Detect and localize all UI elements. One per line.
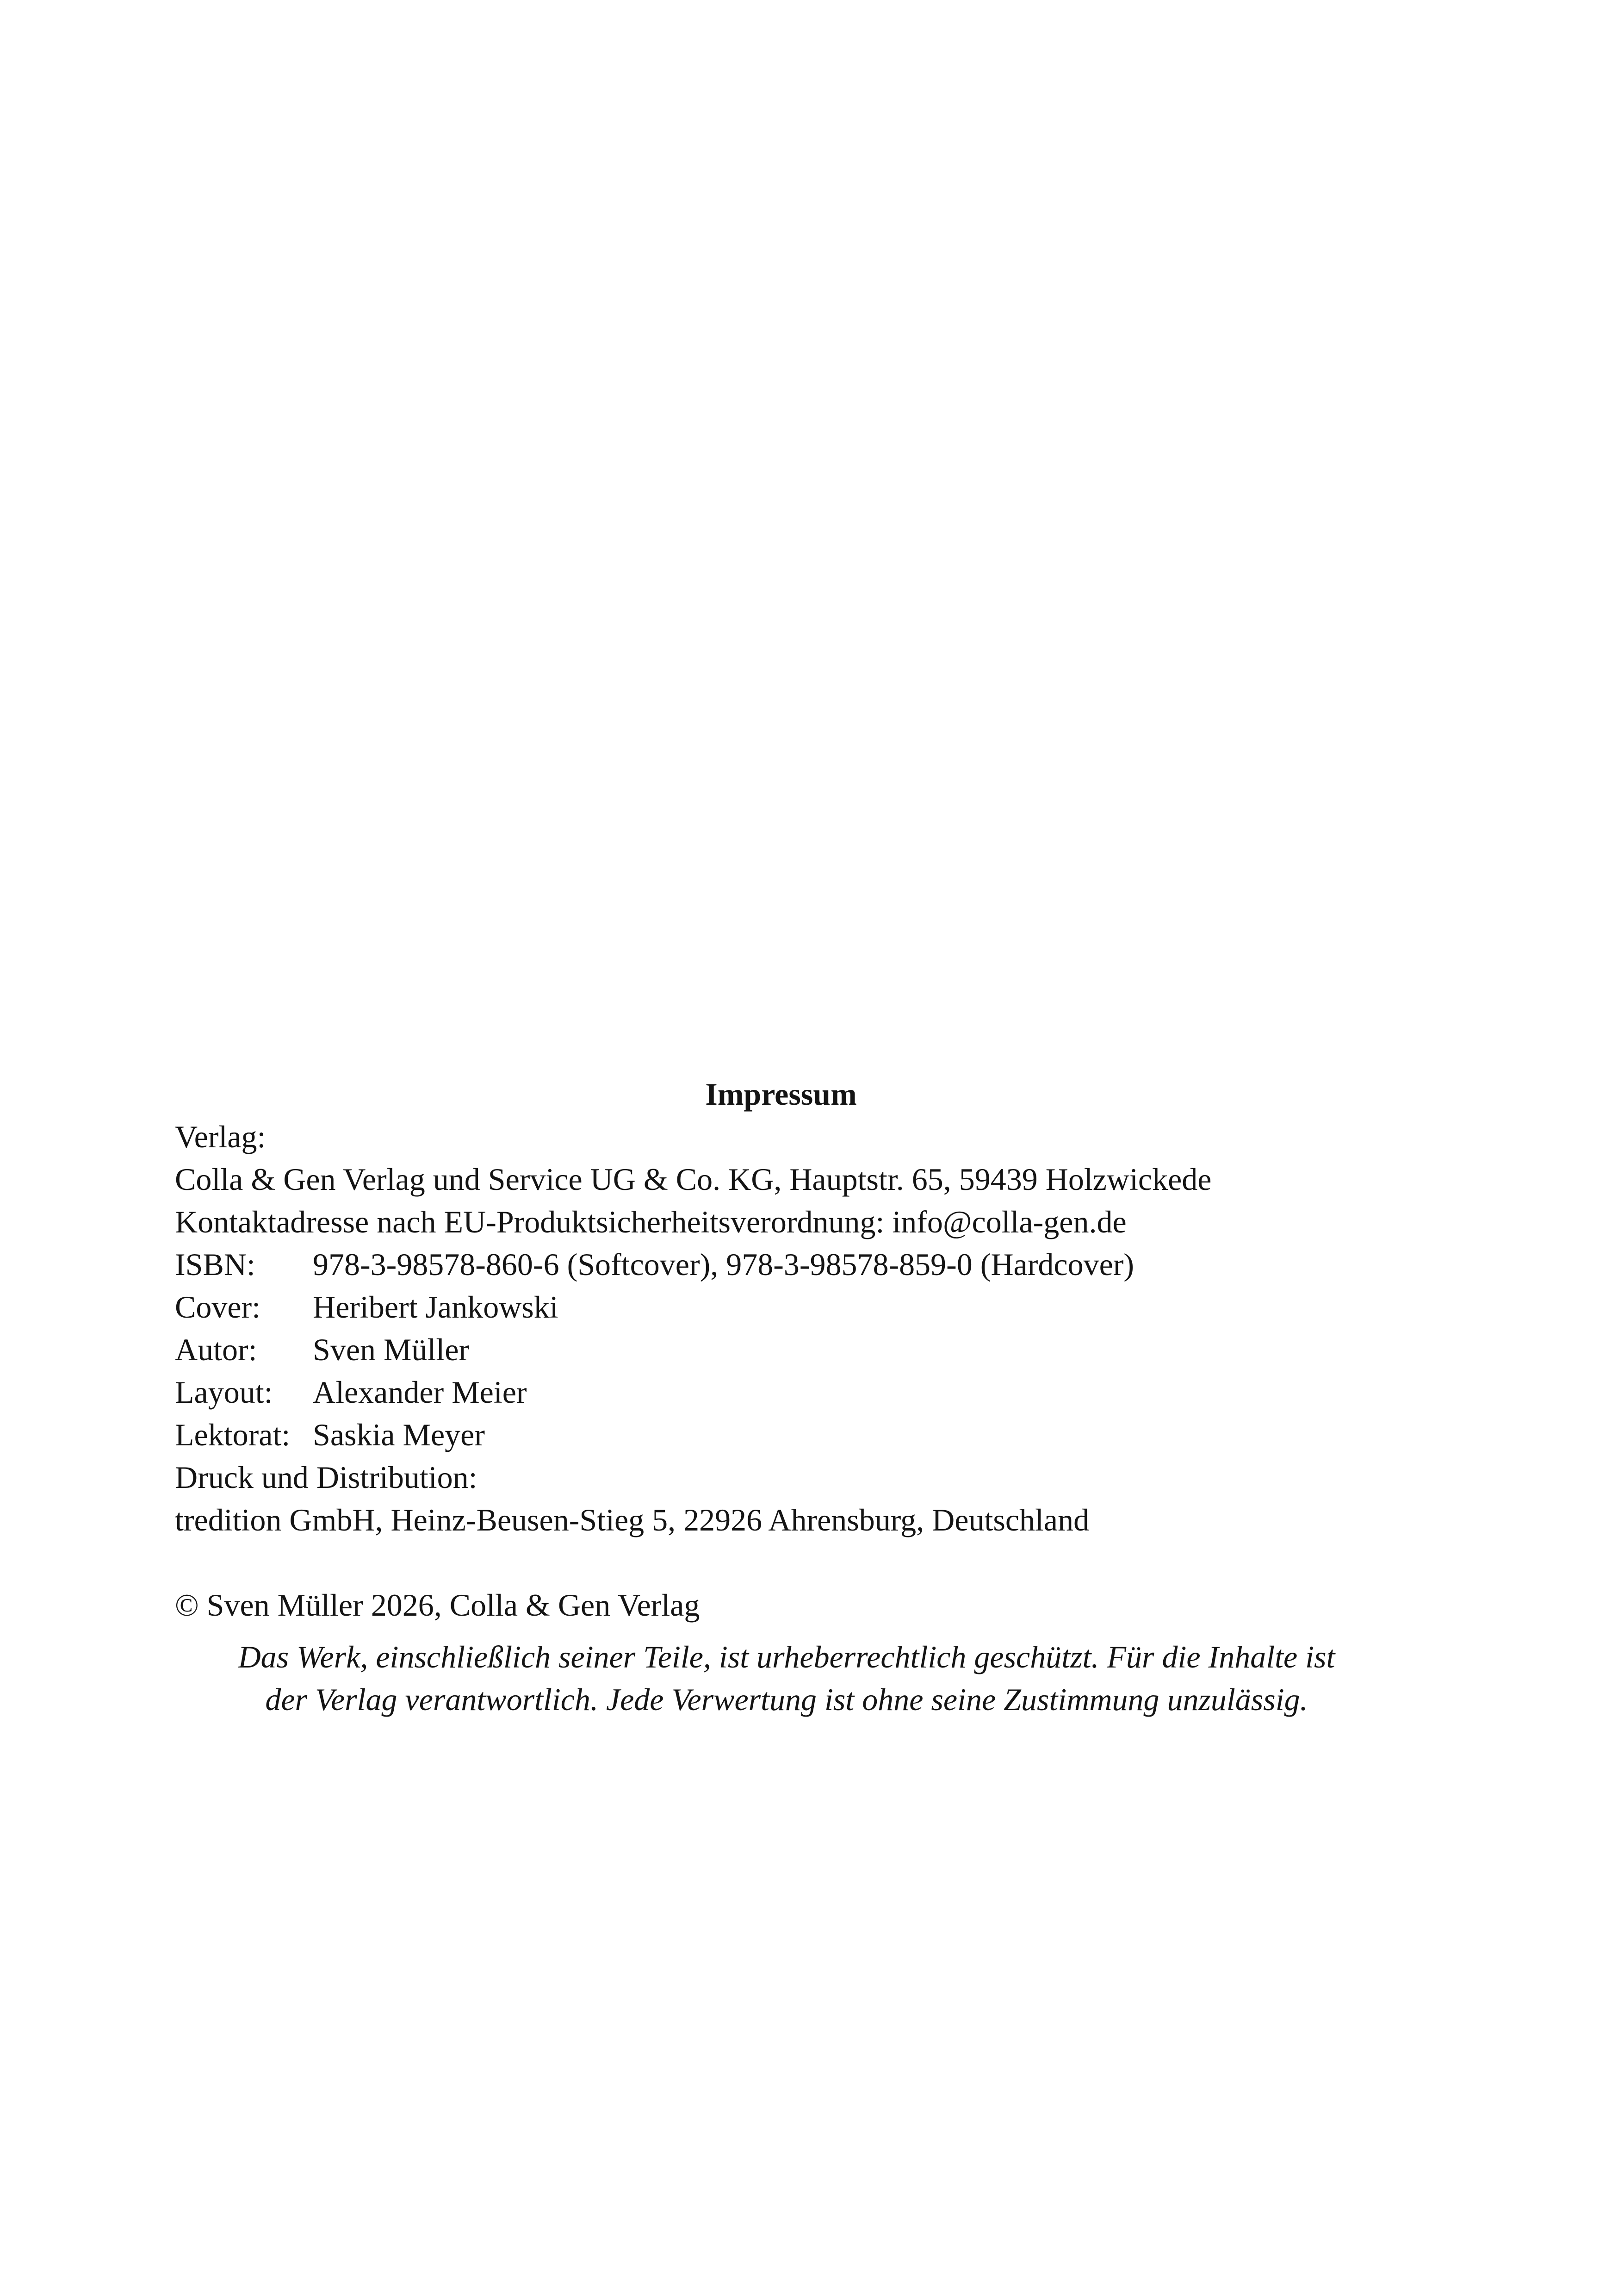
print-label: Druck und Distribution: [175,1460,477,1495]
field-isbn [175,1243,1396,1286]
field-value: Alexander Meier [313,1375,527,1410]
field-cover [175,1286,1396,1328]
spacer [175,1541,1396,1584]
field-label: Lektorat: [175,1417,291,1452]
copyright-notice [153,1636,1420,1721]
publisher-address: Colla & Gen Verlag und Service UG & Co. KG, Hauptstr. 65, 59439 Holzwickede [175,1162,1212,1197]
field-value: Sven Müller [313,1332,470,1367]
print-address: tredition GmbH, Heinz-Beusen-Stieg 5, 22926 Ahrensburg, Deutschland [175,1502,1090,1537]
contact-address: Kontaktadresse nach EU-Produktsicherheitsverordnung: info@colla-gen.de [175,1204,1127,1239]
imprint-heading: Impressum [705,1076,857,1112]
notice-line-2: der Verlag verantwortlich. Jede Verwertung ist ohne seine Zustimmung unzulässig. [265,1682,1308,1717]
imprint-block [175,1073,1396,1626]
notice-line-1: Das Werk, einschließlich seiner Teile, ist urheberrechtlich geschützt. Für die Inhalte ist [238,1639,1335,1674]
copyright-line: © Sven Müller 2026, Colla & Gen Verlag [175,1587,700,1623]
field-author [175,1328,1396,1371]
field-value: Saskia Meyer [313,1417,485,1452]
field-value: Heribert Jankowski [313,1289,558,1325]
field-label: Layout: [175,1375,273,1410]
field-value: 978-3-98578-860-6 (Softcover), 978-3-98578-859-0 (Hardcover) [313,1247,1134,1282]
field-label: Cover: [175,1289,261,1325]
field-layout [175,1371,1396,1413]
publisher-label: Verlag: [175,1119,266,1154]
field-editor [175,1413,1396,1456]
field-label: Autor: [175,1332,257,1367]
field-label: ISBN: [175,1247,255,1282]
